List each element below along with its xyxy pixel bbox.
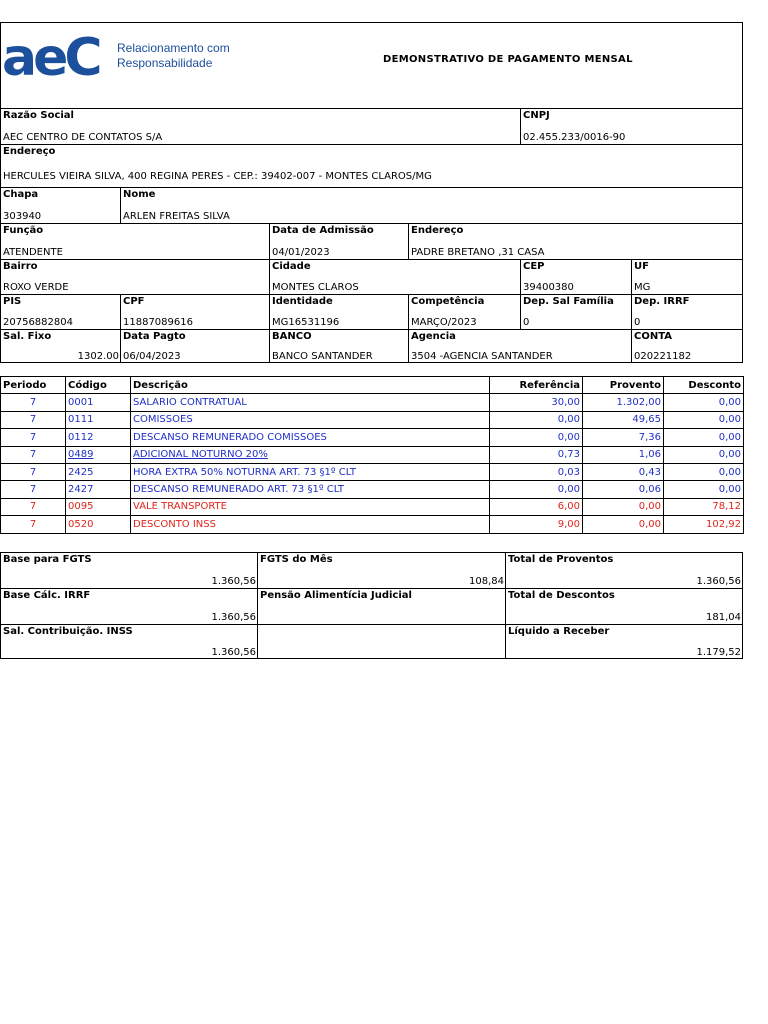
cidade-cell: [270, 260, 521, 294]
cell-descricao: HORA EXTRA 50% NOTURNA ART. 73 §1º CLT: [131, 463, 490, 480]
divider: [520, 109, 521, 144]
table-row: [1, 463, 744, 480]
cell-desconto: 0,00: [664, 429, 744, 446]
endereco-funcionario-cell: [409, 224, 743, 259]
total-proventos-cell: [506, 553, 743, 588]
chapa-label: Chapa: [3, 189, 39, 200]
cell-periodo: 7: [1, 481, 66, 498]
nome-cell: [121, 188, 743, 223]
cell-codigo: 0520: [66, 516, 131, 533]
nome-value: ARLEN FREITAS SILVA: [123, 211, 230, 222]
sal-fixo-value: 1302.00: [77, 351, 119, 362]
identidade-label: Identidade: [272, 296, 333, 307]
cell-codigo: 0112: [66, 429, 131, 446]
pensao-label: Pensão Alimentícia Judicial: [260, 590, 412, 601]
dep-irrf-value: 0: [634, 317, 641, 328]
competencia-value: MARÇO/2023: [411, 317, 477, 328]
table-header-row: [1, 377, 744, 394]
cell-desconto: 0,00: [664, 394, 744, 411]
uf-value: MG: [634, 282, 651, 293]
divider: [520, 260, 521, 294]
cell-periodo: 7: [1, 411, 66, 428]
cell-descricao-link[interactable]: ADICIONAL NOTURNO 20%: [131, 446, 490, 463]
cep-value: 39400380: [523, 282, 574, 293]
cell-codigo-link[interactable]: 0489: [66, 446, 131, 463]
uf-cell: [632, 260, 743, 294]
cell-referencia: 0,73: [490, 446, 583, 463]
empty-cell: [258, 625, 506, 659]
divider: [408, 224, 409, 259]
pensao-cell: [258, 589, 506, 624]
pis-label: PIS: [3, 296, 22, 307]
cell-codigo: 0001: [66, 394, 131, 411]
divider: [408, 295, 409, 329]
funcao-value: ATENDENTE: [3, 247, 63, 258]
fgts-mes-value: 108,84: [469, 576, 504, 587]
admissao-cell: [270, 224, 409, 259]
cnpj-cell: [521, 109, 743, 144]
sal-inss-value: 1.360,56: [211, 647, 256, 658]
col-header-descricao: Descrição: [131, 377, 490, 394]
cell-descricao: DESCANSO REMUNERADO COMISSOES: [131, 429, 490, 446]
table-row: [1, 446, 744, 463]
aec-logo: [2, 31, 112, 81]
fgts-mes-label: FGTS do Mês: [260, 554, 333, 565]
identidade-value: MG16531196: [272, 317, 340, 328]
cell-desconto: 102,92: [664, 516, 744, 533]
col-header-provento: Provento: [583, 377, 664, 394]
cell-provento: 49,65: [583, 411, 664, 428]
divider: [257, 553, 258, 658]
nome-label: Nome: [123, 189, 156, 200]
divider: [408, 330, 409, 362]
col-header-desconto: Desconto: [664, 377, 744, 394]
table-row: [1, 411, 744, 428]
divider: [505, 553, 506, 658]
agencia-cell: [409, 330, 632, 363]
cep-label: CEP: [523, 261, 545, 272]
logo-tagline: [117, 41, 230, 71]
agencia-label: Agencia: [411, 331, 456, 342]
table-row: [1, 394, 744, 411]
divider: [269, 295, 270, 329]
cell-periodo: 7: [1, 446, 66, 463]
base-fgts-cell: [1, 553, 258, 588]
data-pagto-cell: [121, 330, 270, 363]
cell-referencia: 0,00: [490, 429, 583, 446]
divider: [269, 330, 270, 362]
razao-social-value: AEC CENTRO DE CONTATOS S/A: [3, 132, 163, 143]
cell-descricao: SALARIO CONTRATUAL: [131, 394, 490, 411]
bairro-value: ROXO VERDE: [3, 282, 69, 293]
cell-desconto: 0,00: [664, 411, 744, 428]
cell-referencia: 6,00: [490, 498, 583, 515]
col-header-periodo: Periodo: [1, 377, 66, 394]
cell-descricao: DESCANSO REMUNERADO ART. 73 §1º CLT: [131, 481, 490, 498]
divider: [269, 224, 270, 259]
divider: [631, 295, 632, 329]
logo-text: aeC: [2, 31, 99, 81]
total-descontos-cell: [506, 589, 743, 624]
divider: [631, 260, 632, 294]
cell-periodo: 7: [1, 429, 66, 446]
cell-provento: 7,36: [583, 429, 664, 446]
conta-cell: [632, 330, 743, 363]
base-fgts-value: 1.360,56: [211, 576, 256, 587]
dep-irrf-cell: [632, 295, 743, 329]
cpf-value: 11887089616: [123, 317, 193, 328]
cell-codigo: 2425: [66, 463, 131, 480]
cell-provento: 0,00: [583, 516, 664, 533]
cell-periodo: 7: [1, 498, 66, 515]
cell-provento: 0,00: [583, 498, 664, 515]
cell-codigo: 0095: [66, 498, 131, 515]
divider: [120, 330, 121, 362]
document-title: DEMONSTRATIVO DE PAGAMENTO MENSAL: [383, 54, 633, 65]
divider: [269, 260, 270, 294]
base-irrf-cell: [1, 589, 258, 624]
conta-value: 020221182: [634, 351, 692, 362]
razao-social-label: Razão Social: [3, 110, 74, 121]
funcao-label: Função: [3, 225, 44, 236]
uf-label: UF: [634, 261, 649, 272]
cpf-cell: [121, 295, 270, 329]
cnpj-label: CNPJ: [523, 110, 550, 121]
agencia-value: 3504 -AGENCIA SANTANDER: [411, 351, 553, 362]
table-row: [1, 498, 744, 515]
cep-cell: [521, 260, 632, 294]
cell-codigo: 0111: [66, 411, 131, 428]
cell-provento: 1.302,00: [583, 394, 664, 411]
sal-fixo-cell: [1, 330, 121, 363]
divider: [631, 330, 632, 362]
endereco-empresa-value: HERCULES VIEIRA SILVA, 400 REGINA PERES - CEP.: 39402-007 - MONTES CLAROS/MG: [3, 171, 432, 182]
cell-desconto: 0,00: [664, 446, 744, 463]
cell-referencia: 9,00: [490, 516, 583, 533]
cell-periodo: 7: [1, 516, 66, 533]
cell-descricao: DESCONTO INSS: [131, 516, 490, 533]
cell-provento: 0,06: [583, 481, 664, 498]
data-pagto-label: Data Pagto: [123, 331, 186, 342]
cnpj-value: 02.455.233/0016-90: [523, 132, 626, 143]
cell-referencia: 30,00: [490, 394, 583, 411]
bairro-label: Bairro: [3, 261, 38, 272]
razao-social-cell: [1, 109, 521, 144]
total-descontos-label: Total de Descontos: [508, 590, 615, 601]
cell-referencia: 0,03: [490, 463, 583, 480]
base-irrf-label: Base Cálc. IRRF: [3, 590, 91, 601]
pis-value: 20756882804: [3, 317, 73, 328]
total-descontos-value: 181,04: [706, 612, 741, 623]
cell-desconto: 78,12: [664, 498, 744, 515]
bairro-cell: [1, 260, 270, 294]
cpf-label: CPF: [123, 296, 145, 307]
endereco-funcionario-label: Endereço: [411, 225, 464, 236]
cell-referencia: 0,00: [490, 481, 583, 498]
sal-fixo-label: Sal. Fixo: [3, 331, 52, 342]
cell-provento: 0,43: [583, 463, 664, 480]
dep-irrf-label: Dep. IRRF: [634, 296, 690, 307]
chapa-cell: [1, 188, 121, 223]
base-fgts-label: Base para FGTS: [3, 554, 92, 565]
pis-cell: [1, 295, 121, 329]
col-header-codigo: Código: [66, 377, 131, 394]
cell-provento: 1,06: [583, 446, 664, 463]
admissao-value: 04/01/2023: [272, 247, 330, 258]
items-body: [1, 394, 744, 533]
col-header-referencia: Referência: [490, 377, 583, 394]
tagline-line-2: Responsabilidade: [117, 56, 213, 70]
conta-label: CONTA: [634, 331, 672, 342]
divider: [520, 295, 521, 329]
total-proventos-label: Total de Proventos: [508, 554, 614, 565]
divider: [120, 188, 121, 223]
endereco-funcionario-value: PADRE BRETANO ,31 CASA: [411, 247, 545, 258]
header-box: [0, 22, 743, 109]
dep-sal-familia-label: Dep. Sal Família: [523, 296, 614, 307]
cell-descricao: VALE TRANSPORTE: [131, 498, 490, 515]
data-pagto-value: 06/04/2023: [123, 351, 181, 362]
liquido-cell: [506, 625, 743, 659]
admissao-label: Data de Admissão: [272, 225, 374, 236]
competencia-label: Competência: [411, 296, 485, 307]
banco-value: BANCO SANTANDER: [272, 351, 373, 362]
table-row: [1, 429, 744, 446]
cell-periodo: 7: [1, 394, 66, 411]
dep-sal-familia-value: 0: [523, 317, 530, 328]
sal-inss-label: Sal. Contribuição. INSS: [3, 626, 133, 637]
liquido-label: Líquido a Receber: [508, 626, 610, 637]
competencia-cell: [409, 295, 521, 329]
endereco-empresa-cell: [1, 145, 743, 187]
cell-referencia: 0,00: [490, 411, 583, 428]
chapa-value: 303940: [3, 211, 42, 222]
total-proventos-value: 1.360,56: [696, 576, 741, 587]
cell-codigo: 2427: [66, 481, 131, 498]
cell-descricao: COMISSOES: [131, 411, 490, 428]
endereco-empresa-label: Endereço: [3, 146, 56, 157]
employee-block: [0, 187, 743, 363]
payroll-items-table: [0, 376, 744, 534]
fgts-mes-cell: [258, 553, 506, 588]
funcao-cell: [1, 224, 270, 259]
company-block: [0, 108, 743, 188]
banco-cell: [270, 330, 409, 363]
cell-desconto: 0,00: [664, 463, 744, 480]
cidade-value: MONTES CLAROS: [272, 282, 359, 293]
banco-label: BANCO: [272, 331, 312, 342]
cell-desconto: 0,00: [664, 481, 744, 498]
identidade-cell: [270, 295, 409, 329]
sal-inss-cell: [1, 625, 258, 659]
divider: [120, 295, 121, 329]
table-row: [1, 481, 744, 498]
tagline-line-1: Relacionamento com: [117, 41, 230, 55]
table-row: [1, 516, 744, 533]
liquido-value: 1.179,52: [696, 647, 741, 658]
cidade-label: Cidade: [272, 261, 311, 272]
cell-periodo: 7: [1, 463, 66, 480]
totals-block: [0, 552, 743, 659]
dep-sal-familia-cell: [521, 295, 632, 329]
base-irrf-value: 1.360,56: [211, 612, 256, 623]
